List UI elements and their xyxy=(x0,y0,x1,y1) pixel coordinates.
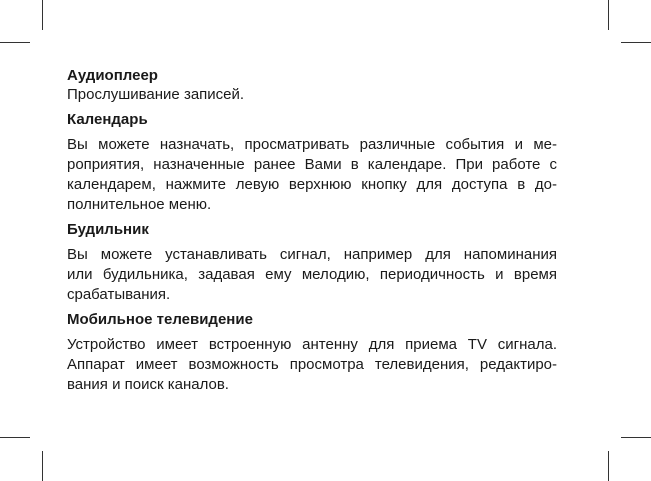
crop-mark-bottom-left-horizontal xyxy=(0,437,30,438)
section-audio-player xyxy=(67,66,557,105)
section-text-line: Вы можете устанавливать сигнал, например для напоминания xyxy=(67,246,557,263)
section-title: Календарь xyxy=(67,111,148,128)
section-title: Будильник xyxy=(67,221,149,238)
section-text-line: календарем, нажмите левую верхнюю кнопку для доступа в до- xyxy=(67,176,557,193)
section-text-line: роприятия, назначенные ранее Вами в календаре. При работе с xyxy=(67,156,557,173)
section-text-line: полнительное меню. xyxy=(67,196,212,213)
crop-mark-bottom-right-vertical xyxy=(608,451,609,481)
crop-mark-top-left-horizontal xyxy=(0,42,30,43)
section-text-line: Устройство имеет встроенную антенну для приема TV сигнала. xyxy=(67,336,557,353)
crop-mark-top-right-horizontal xyxy=(621,42,651,43)
section-text-line: вания и поиск каналов. xyxy=(67,376,229,393)
section-calendar xyxy=(67,110,557,215)
section-text-line: Прослушивание записей. xyxy=(67,86,245,103)
crop-mark-top-left-vertical xyxy=(42,0,43,30)
crop-mark-top-right-vertical xyxy=(608,0,609,30)
section-text-line: Аппарат имеет возможность просмотра телевидения, редактиро- xyxy=(67,356,557,373)
crop-mark-bottom-left-vertical xyxy=(42,451,43,481)
section-mobile-tv xyxy=(67,310,557,395)
section-text-line: или будильника, задавая ему мелодию, периодичность и время xyxy=(67,266,557,283)
section-text-line: Вы можете назначать, просматривать различные события и ме- xyxy=(67,136,557,153)
document-page xyxy=(67,66,557,395)
section-alarm xyxy=(67,220,557,305)
section-title: Мобильное телевидение xyxy=(67,311,253,328)
crop-mark-bottom-right-horizontal xyxy=(621,437,651,438)
section-title: Аудиоплеер xyxy=(67,67,158,84)
section-text-line: срабатывания. xyxy=(67,286,171,303)
